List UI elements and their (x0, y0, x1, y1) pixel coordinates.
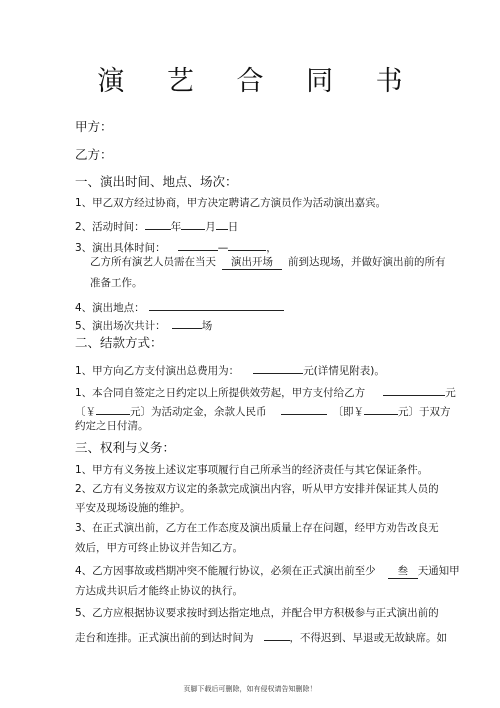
start-time-blank (178, 238, 218, 251)
notice-text-b: 天通知甲 (417, 565, 460, 577)
section1-item3-line3: 准备工作。 (90, 277, 143, 289)
month-label: 月 (205, 221, 216, 233)
deposit-text: 元〕为活动定金，余款人民币 (130, 406, 267, 418)
shows-count-label: 5、演出场次共计： (75, 320, 166, 332)
section1-item3-line2 (90, 257, 446, 270)
balance-blank (281, 402, 327, 415)
activity-time-label: 2、活动时间： (75, 221, 145, 233)
section1-item4 (75, 298, 284, 314)
section3-item2-line1: 2、乙方有义务按双方议定的条款完成演出内容，听从甲方安排并保证其人员的 (75, 483, 439, 495)
section2-item2-line2 (75, 402, 451, 418)
attendance-text: ，不得迟到、早退或无故缺席。如 (289, 632, 447, 644)
total-fee-suffix: 元(详情见附表)。 (303, 365, 385, 377)
section1-heading: 一、演出时间、地点、场次： (75, 174, 238, 189)
balance-open: 〔即￥ (332, 406, 364, 418)
arrival-text-b: 前到达现场，并做好演出前的所有 (288, 256, 446, 268)
month-blank (181, 217, 205, 230)
shows-count-blank (172, 316, 202, 329)
venue-blank (149, 298, 284, 311)
venue-label: 4、演出地点： (75, 302, 145, 314)
balance-amount-blank (364, 402, 398, 415)
contract-title: 演 艺 合 同 书 (97, 66, 420, 97)
section3-item3-line1: 3、在正式演出前，乙方在工作态度及演出质量上存在问题，经甲方劝告改良无 (75, 522, 439, 534)
section2-item2-line3: 约定之日付清。 (75, 420, 149, 432)
arrival-time-blank (264, 628, 290, 641)
time-comma: ， (266, 242, 277, 254)
page-footer: 页脚下载后可删除，如有侵权请告知删除！ (183, 685, 317, 693)
section3-item4-line1 (75, 566, 460, 579)
time-dash: — (217, 242, 229, 254)
show-time-label: 3、演出具体时间： (75, 242, 166, 254)
arrival-text-a: 乙方所有演艺人员需在当天 (90, 256, 216, 268)
deposit-open: 〔￥ (75, 406, 96, 418)
year-label: 年 (170, 221, 182, 233)
party-b-label: 乙方： (75, 147, 113, 162)
deposit-blank (96, 402, 130, 415)
section3-item5-line1: 5、乙方应根据协议要求按时到达指定地点，并配合甲方积极参与正式演出前的 (75, 607, 439, 619)
section3-item4-line2: 方达成共识后才能终止协议的执行。 (75, 585, 243, 597)
notice-text-a: 4、乙方因事故或档期冲突不能履行协议，必须在正式演出前至少 (75, 565, 376, 577)
section3-item5-line2 (75, 628, 447, 644)
section2-heading: 二、结款方式： (75, 335, 163, 350)
balance-text: 元〕于双方 (398, 406, 451, 418)
day-label: 日 (227, 221, 239, 233)
section3-item3-line2: 效后，甲方可终止协议并告知乙方。 (75, 542, 243, 554)
section2-item2-line1 (75, 383, 456, 399)
section1-item2 (75, 217, 238, 233)
total-fee-label: 1、甲方向乙方支付演出总费用为： (75, 365, 240, 377)
party-a-label: 甲方： (75, 119, 113, 134)
shows-unit: 场 (201, 320, 213, 332)
section3-heading: 三、权利与义务： (75, 440, 176, 455)
end-time-blank (228, 238, 266, 251)
notice-days-fill: 叁 (388, 566, 418, 579)
arrival-time-text: 走台和连排。正式演出前的到达时间为 (75, 632, 254, 644)
arrival-fill: 演出开场 (222, 257, 282, 270)
day-blank (216, 217, 228, 230)
section1-item1: 1、甲乙双方经过协商，甲方决定聘请乙方演员作为活动演出嘉宾。 (75, 197, 387, 209)
section2-item1 (75, 361, 385, 377)
section1-item3 (75, 238, 277, 254)
payment-blank (383, 383, 445, 396)
year-blank (145, 217, 171, 230)
payment-text: 1、本合同自签定之日约定以上所提供效劳起，甲方支付给乙方 (75, 387, 366, 399)
section1-item5 (75, 316, 212, 332)
total-fee-blank (253, 361, 303, 374)
payment-unit: 元 (445, 387, 456, 399)
section3-item2-line2: 平安及现场设施的维护。 (75, 502, 191, 514)
section3-item1: 1、甲方有义务按上述议定事项履行自己所承当的经济责任与其它保证条件。 (75, 464, 429, 476)
